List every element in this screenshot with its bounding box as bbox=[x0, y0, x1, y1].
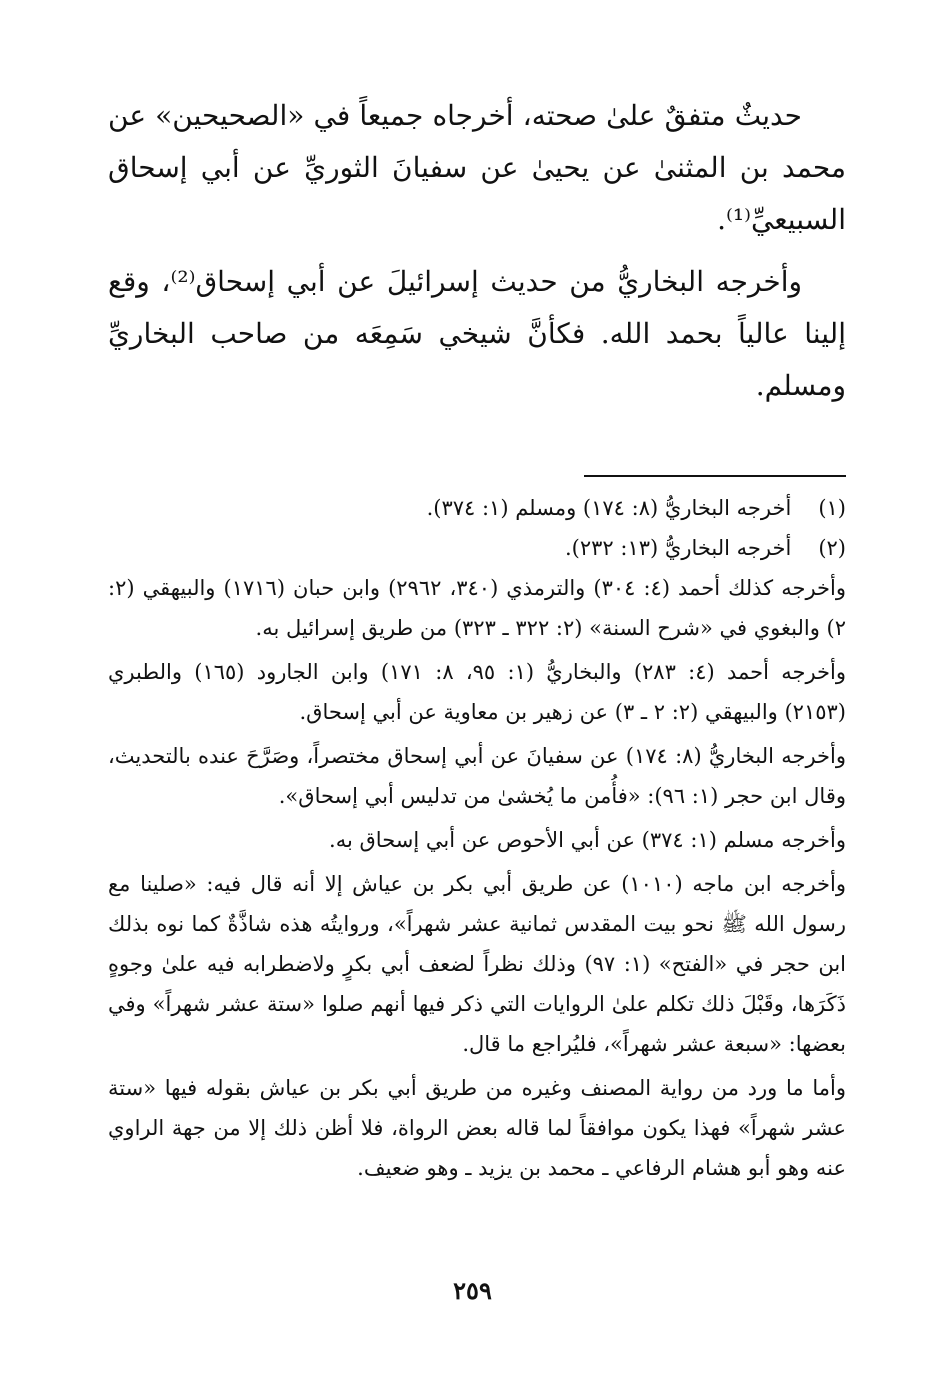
footnote-1-text: أخرجه البخاريُّ (٨: ١٧٤) ومسلم (١: ٣٧٤). bbox=[426, 496, 792, 520]
footnote-separator bbox=[584, 475, 846, 477]
book-page bbox=[108, 90, 847, 1180]
main-text bbox=[108, 90, 846, 412]
main-paragraph-2: وأخرجه البخاريُّ من حديث إسرائيلَ عن أبي إسحاق⁽²⁾، وقع إلينا عالياً بحمد الله. فكأنَّ شيخي سَمِعَه من صاحب البخاريِّ ومسلم. bbox=[108, 265, 846, 402]
footnotes bbox=[108, 488, 846, 1192]
footnote-paragraph: وأخرجه أحمد (٤: ٢٨٣) والبخاريُّ (١: ٩٥، ٨: ١٧١) وابن الجارود (١٦٥) والطبري (٢١٥٣) والبيهقي (٢: ٢ ـ ٣) عن زهير بن معاوية عن أبي إسحاق. bbox=[108, 660, 846, 724]
page-number: ٢٥٩ bbox=[453, 1276, 492, 1305]
footnote-2-text: أخرجه البخاريُّ (١٣: ٢٣٢). bbox=[564, 536, 792, 560]
footnote-paragraph: وأخرجه البخاريُّ (٨: ١٧٤) عن سفيانَ عن أبي إسحاق مختصراً، وصَرَّحَ عنده بالتحديث، وقال ابن حجر (١: ٩٦): «فأُمن ما يُخشىٰ من تدليس أبي إسحاق». bbox=[108, 744, 846, 808]
footnote-paragraph: وأخرجه كذلك أحمد (٤: ٣٠٤) والترمذي (٣٤٠، ٢٩٦٢) وابن حبان (١٧١٦) والبيهقي (٢: ٢) والبغوي في «شرح السنة» (٢: ٣٢٢ ـ ٣٢٣) من طريق إسرائيل به. bbox=[108, 576, 847, 640]
footnote-1-number: (١) bbox=[818, 496, 846, 520]
footnote-paragraph: وأخرجه ابن ماجه (١٠١٠) عن طريق أبي بكر بن عياش إلا أنه قال فيه: «صلينا مع رسول الله ﷺ نحو بيت المقدس ثمانية عشر شهراً»، وروايتُه هذه شاذَّةٌ كما نوه بذلك ابن حجر في «الفتح» (١: ٩٧) وذلك نظراً لضعف أبي بكرٍ ولاضطرابه فيه علىٰ وجوهٍ ذَكَرَها، وقَبْلَ ذلك تكلم علىٰ الروايات التي ذكر فيها أنهم صلوا «ستة عشر شهراً» وفي بعضها: «سبعة عشر شهراً»، فليُراجع ما قال. bbox=[108, 872, 846, 1056]
footnote-paragraph: وأما ما ورد من رواية المصنف وغيره من طريق أبي بكر بن عياش بقوله فيها «ستة عشر شهراً» فهذا يكون موافقاً لما قاله بعض الرواة، فلا أظن ذلك إلا من جهة الراوي عنه وهو أبو هشام الرفاعي ـ محمد بن يزيد ـ وهو ضعيف. bbox=[108, 1076, 846, 1180]
footnote-1 bbox=[108, 488, 846, 528]
main-paragraph-1: حديثٌ متفقٌ علىٰ صحته، أخرجاه جميعاً في «الصحيحين» عن محمد بن المثنىٰ عن يحيىٰ عن سفيانَ الثوريِّ عن أبي إسحاق السبيعيِّ⁽¹⁾. bbox=[108, 99, 846, 236]
footnote-2 bbox=[108, 528, 846, 568]
footnote-paragraph: وأخرجه مسلم (١: ٣٧٤) عن أبي الأحوص عن أبي إسحاق به. bbox=[329, 828, 846, 852]
footnote-2-number: (٢) bbox=[818, 536, 846, 560]
